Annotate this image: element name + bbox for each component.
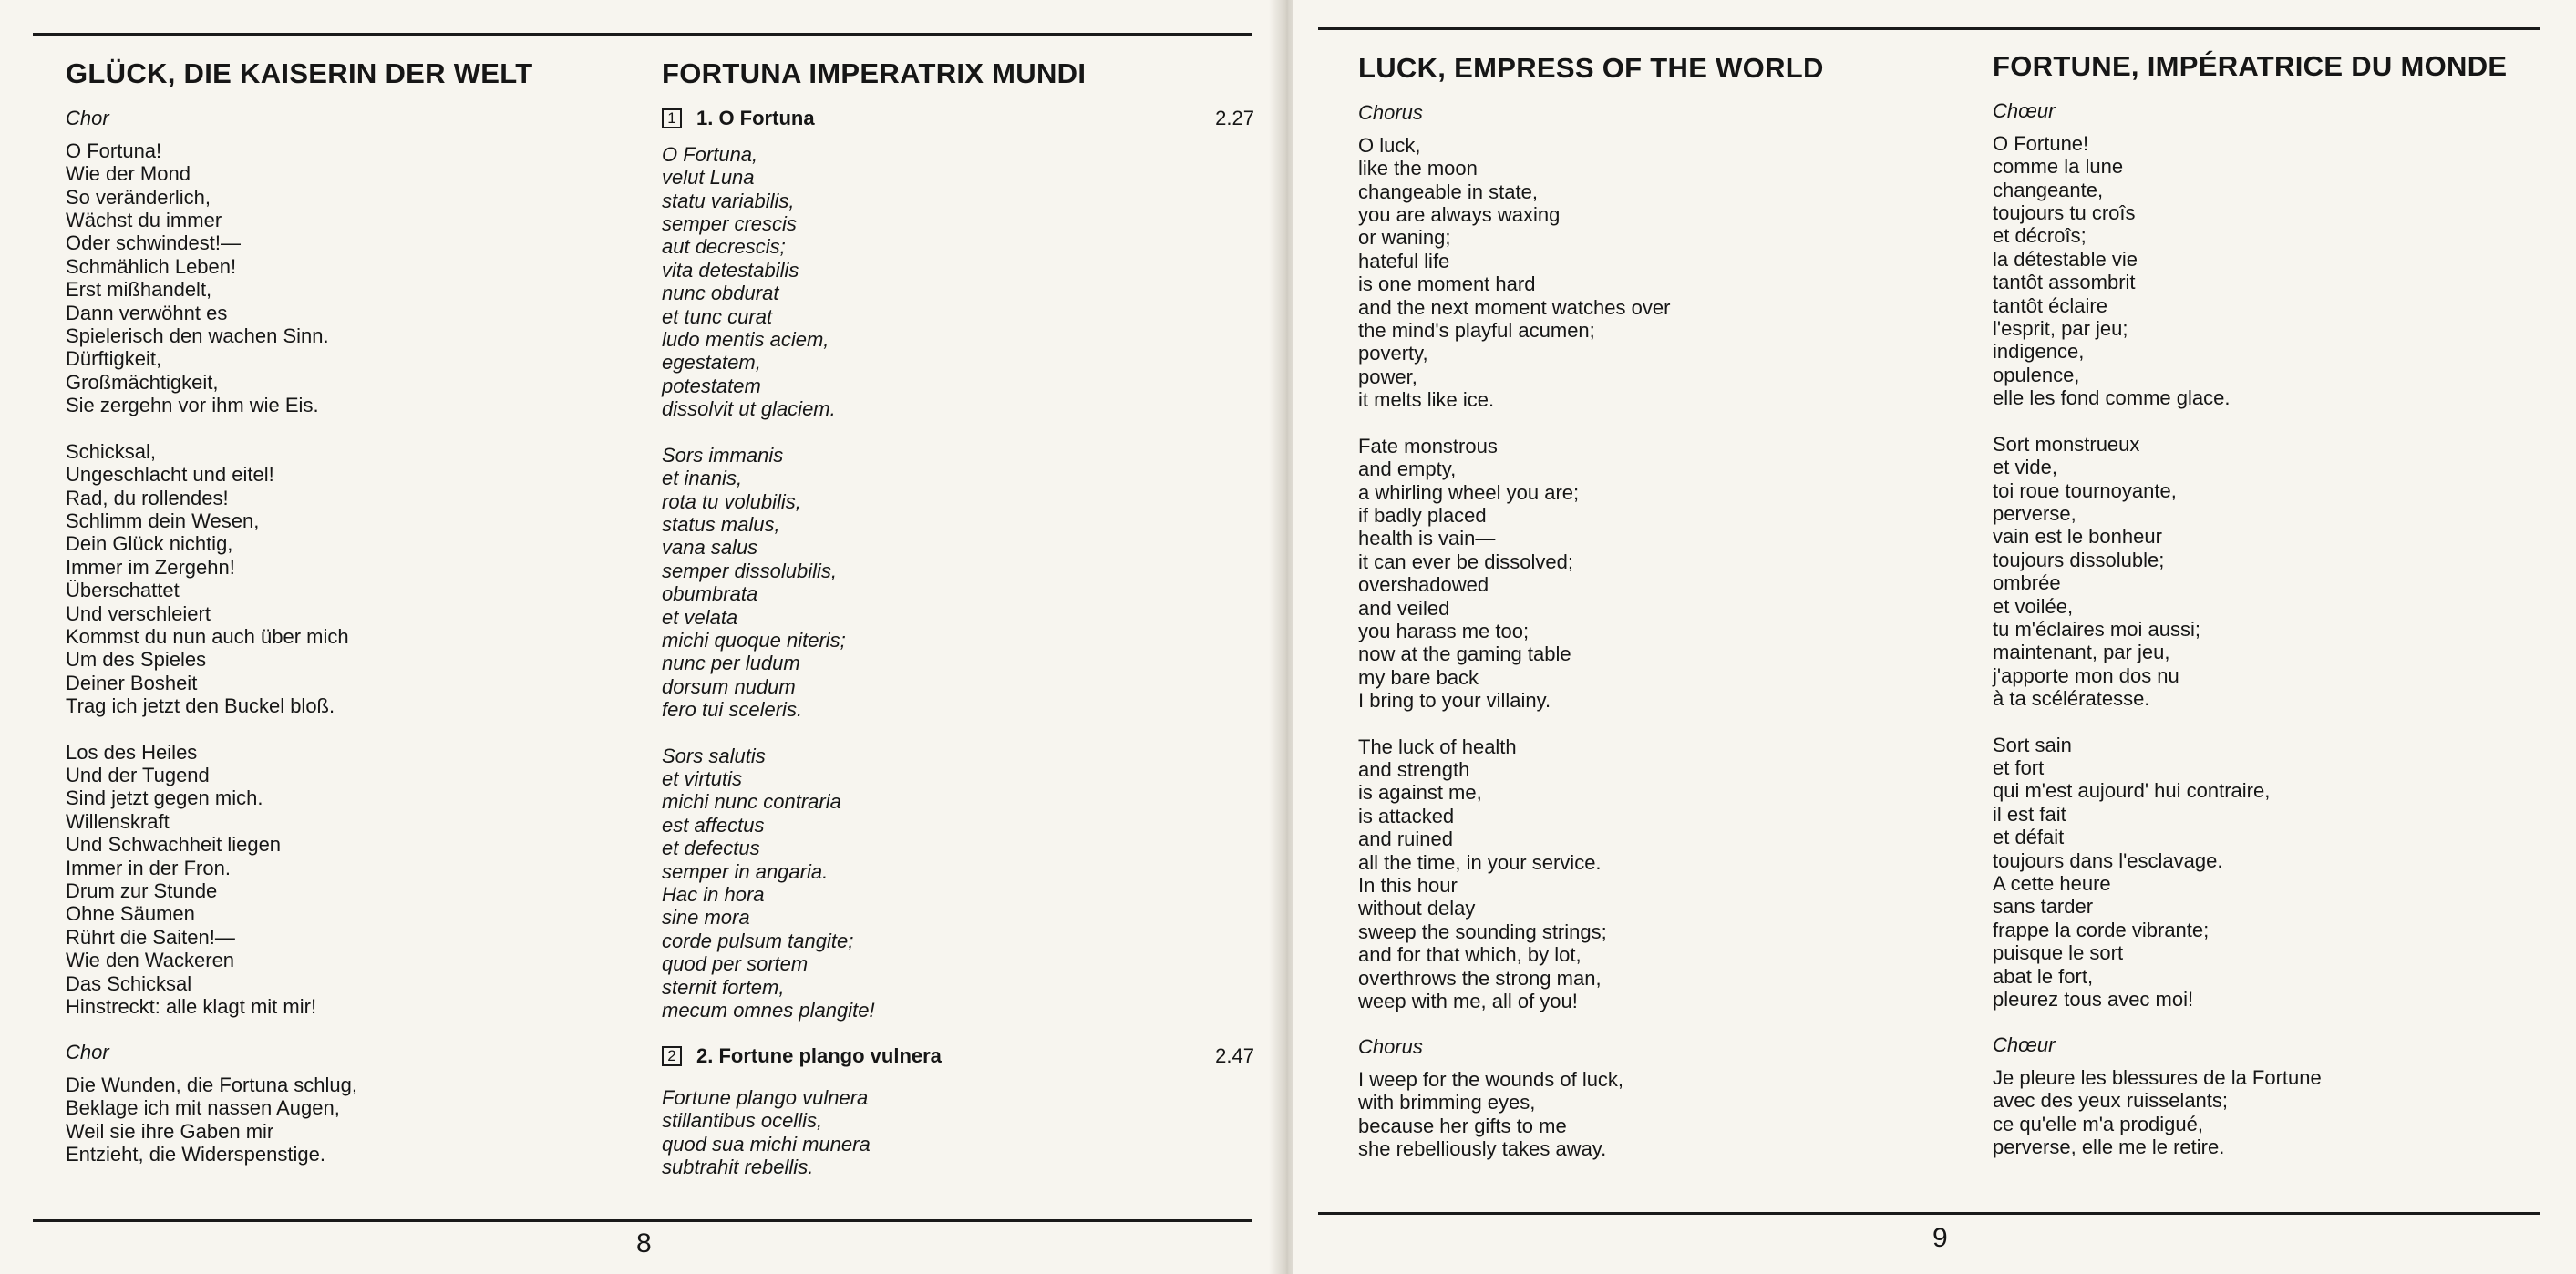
show-through-text [583,69,656,1199]
verse-line: Sind jetzt gegen mich. [66,786,263,810]
verse-line: est affectus [662,813,765,837]
verse-line: maintenant, par jeu, [1993,641,2170,664]
verse-line: Hinstreckt: alle klagt mit mir! [66,995,317,1019]
verse-line: Sie zergehn vor ihm wie Eis. [66,394,319,417]
verse-line: stillantibus ocellis, [662,1109,823,1133]
german-chorus-label-2: Chor [66,1041,109,1064]
track-2-heading [662,1044,1254,1067]
verse-line: overshadowed [1358,573,1489,597]
verse-line: with brimming eyes, [1358,1091,1536,1115]
stanza [1993,1066,2558,1159]
verse-line: opulence, [1993,363,2080,386]
verse-line: sine mora [662,906,750,930]
page-number-left: 8 [636,1228,652,1259]
stanza [66,139,576,417]
stanza [1993,734,2558,1012]
verse-line: O Fortune! [1993,131,2089,155]
verse-line: tantôt éclaire [1993,293,2107,317]
verse-line: ombrée [1993,571,2061,595]
verse-line: nunc obdurat [662,282,779,305]
track-number-box: 2 [662,1046,682,1066]
verse-line: obumbrata [662,582,758,606]
stanza [1993,433,2558,711]
verse-line: potestatem [662,374,761,397]
verse-line: Schlimm dein Wesen, [66,509,260,532]
verse-line: et velata [662,605,738,629]
verse-line: Je pleure les blessures de la Fortune [1993,1065,2322,1089]
verse-line: avec des yeux ruisselants; [1993,1089,2229,1113]
verse-line: subtrahit rebellis. [662,1156,814,1179]
verse-line: overthrows the strong man, [1358,966,1602,990]
verse-line: frappe la corde vibrante; [1993,918,2210,941]
verse-line: Ohne Säumen [66,902,195,926]
verse-line: Spielerisch den wachen Sinn. [66,324,329,348]
verse-line: semper crescis [662,212,797,236]
verse-line: Schmählich Leben! [66,254,237,278]
stanza [1358,435,1869,713]
verse-line: Deiner Bosheit [66,671,198,694]
latin-column [662,57,1254,1201]
verse-line: status malus, [662,512,780,536]
verse-line: it melts like ice. [1358,388,1495,412]
stanza [66,440,576,718]
verse-line: and veiled [1358,596,1450,620]
verse-line: all the time, in your service. [1358,850,1602,874]
verse-line: she rebelliously takes away. [1358,1137,1607,1161]
verse-line: poverty, [1358,342,1428,365]
verse-line: The luck of health [1358,735,1517,758]
verse-line: if badly placed [1358,503,1487,527]
verse-line: Immer in der Fron. [66,856,231,879]
verse-line: hateful life [1358,249,1450,272]
latin-title: FORTUNA IMPERATRIX MUNDI [662,57,1087,89]
verse-line: et voilée, [1993,594,2074,618]
verse-line: la détestable vie [1993,247,2138,271]
verse-line: et virtutis [662,766,743,790]
verse-line: dorsum nudum [662,674,796,698]
verse-line: Wächst du immer [66,209,222,232]
latin-stanzas [662,143,1254,1022]
verse-line: health is vain— [1358,527,1496,550]
verse-line: et fort [1993,755,2045,779]
stanza [66,1074,576,1166]
verse-line: vita detestabilis [662,258,799,282]
verse-line: Los des Heiles [66,740,198,764]
verse-line: Dein Glück nichtig, [66,532,233,556]
verse-line: In this hour [1358,874,1458,897]
verse-line: without delay [1358,897,1476,920]
verse-line: my bare back [1358,665,1479,689]
verse-line: Die Wunden, die Fortuna schlug, [66,1073,357,1096]
verse-line: and empty, [1358,457,1457,481]
english-column [1358,52,1869,1183]
verse-line: Und der Tugend [66,763,210,786]
verse-line: Trag ich jetzt den Buckel bloß. [66,694,335,718]
verse-line: Beklage ich mit nassen Augen, [66,1096,340,1120]
english-chorus-label-2: Chorus [1358,1035,1423,1059]
english-stanzas [1358,134,1869,1013]
left-page [0,0,1282,1274]
verse-line: fero tui sceleris. [662,698,803,722]
stanza [1993,132,2558,410]
bottom-rule-left [33,1219,1252,1222]
verse-line: and ruined [1358,827,1453,851]
verse-line: it can ever be dissolved; [1358,550,1574,573]
verse-line: you are always waxing [1358,203,1561,227]
german-stanzas [66,139,576,1019]
verse-line: nunc per ludum [662,652,800,675]
stanza [662,143,1254,421]
verse-line: pleurez tous avec moi! [1993,988,2194,1012]
verse-line: michi quoque niteris; [662,628,846,652]
verse-line: Kommst du nun auch über mich [66,624,349,648]
stanza [662,444,1254,722]
verse-line: Fate monstrous [1358,434,1498,457]
german-chorus-label: Chor [66,107,109,130]
verse-line: Ungeschlacht und eitel! [66,463,274,487]
verse-line: Entzieht, die Widerspenstige. [66,1143,325,1166]
verse-line: Willenskraft [66,809,170,833]
verse-line: So veränderlich, [66,185,211,209]
french-column [1993,50,2558,1181]
verse-line: because her gifts to me [1358,1114,1567,1137]
verse-line: and the next moment watches over [1358,295,1671,319]
verse-line: semper in angaria. [662,859,829,883]
english-title: LUCK, EMPRESS OF THE WORLD [1358,52,1824,84]
verse-line: changeable in state, [1358,180,1538,203]
verse-line: Sors salutis [662,744,766,767]
verse-line: Drum zur Stunde [66,879,218,902]
verse-line: Schicksal, [66,439,157,463]
german-column [66,57,576,1188]
verse-line: a whirling wheel you are; [1358,480,1580,504]
verse-line: toujours tu croîs [1993,201,2136,225]
verse-line: Weil sie ihre Gaben mir [66,1119,274,1143]
stanza [1358,735,1869,1013]
verse-line: rota tu volubilis, [662,489,801,513]
verse-line: à ta scélératesse. [1993,687,2150,711]
verse-line: power, [1358,365,1417,388]
top-rule-right [1318,27,2540,30]
verse-line: Dürftigkeit, [66,347,162,371]
verse-line: or waning; [1358,226,1451,250]
verse-line: corde pulsum tangite; [662,929,854,952]
verse-line: et tunc curat [662,304,773,328]
stanza [662,745,1254,1022]
track-1-heading [662,107,1254,129]
verse-line: et defectus [662,837,760,860]
verse-line: toujours dissoluble; [1993,548,2165,571]
verse-line: is against me, [1358,781,1482,805]
page-number-right: 9 [1932,1223,1948,1253]
verse-line: statu variabilis, [662,189,795,212]
verse-line: toi roue tournoyante, [1993,478,2177,502]
verse-line: sans tarder [1993,895,2094,919]
verse-line: Und verschleiert [66,601,211,625]
verse-line: O Fortuna, [662,142,758,166]
verse-line: et inanis, [662,467,743,490]
bottom-rule-right [1318,1212,2540,1215]
verse-line: sternit fortem, [662,975,785,999]
french-chorus-label: Chœur [1993,99,2056,123]
track-number-box: 1 [662,108,682,128]
verse-line: you harass me too; [1358,619,1530,642]
track-duration: 2.47 [1215,1044,1254,1068]
verse-line: tantôt assombrit [1993,271,2136,294]
verse-line: Sors immanis [662,443,784,467]
verse-line: qui m'est aujourd' hui contraire, [1993,779,2271,803]
verse-line: mecum omnes plangite! [662,999,875,1022]
verse-line: weep with me, all of you! [1358,990,1578,1013]
verse-line: tu m'éclaires moi aussi; [1993,617,2200,641]
verse-line: changeante, [1993,178,2104,201]
verse-line: Hac in hora [662,883,765,906]
stanza [662,1086,1254,1179]
verse-line: et défait [1993,826,2065,849]
german-title: GLÜCK, DIE KAISERIN DER WELT [66,57,533,89]
verse-line: O Fortuna! [66,139,162,162]
verse-line: Dann verwöhnt es [66,301,228,324]
verse-line: Wie der Mond [66,162,191,186]
verse-line: dissolvit ut glaciem. [662,397,836,421]
verse-line: comme la lune [1993,155,2124,179]
verse-line: and strength [1358,757,1470,781]
verse-line: vana salus [662,536,758,560]
verse-line: Wie den Wackeren [66,949,235,972]
french-chorus-label-2: Chœur [1993,1033,2056,1057]
stanza [1358,1068,1869,1161]
right-page [1293,0,2576,1274]
french-stanzas [1993,132,2558,1012]
verse-line: quod sua michi munera [662,1132,871,1156]
verse-line: Und Schwachheit liegen [66,833,282,857]
verse-line: perverse, [1993,501,2076,525]
verse-line: like the moon [1358,157,1478,180]
verse-line: Oder schwindest!— [66,231,241,255]
verse-line: Großmächtigkeit, [66,370,219,394]
verse-line: perverse, elle me le retire. [1993,1135,2225,1159]
verse-line: indigence, [1993,340,2085,364]
verse-line: is one moment hard [1358,272,1536,296]
verse-line: Überschattet [66,579,180,602]
verse-line: Immer im Zergehn! [66,555,235,579]
verse-line: toujours dans l'esclavage. [1993,848,2223,872]
stanza [66,741,576,1019]
verse-line: ludo mentis aciem, [662,328,829,352]
verse-line: elle les fond comme glace. [1993,386,2231,410]
verse-line: semper dissolubilis, [662,559,837,582]
verse-line: is attacked [1358,804,1455,827]
verse-line: Rad, du rollendes! [66,486,229,509]
verse-line: et vide, [1993,456,2057,479]
verse-line: et décroîs; [1993,224,2087,248]
verse-line: michi nunc contraria [662,790,841,814]
verse-line: the mind's playful acumen; [1358,319,1595,343]
verse-line: abat le fort, [1993,964,2094,988]
top-rule-left [33,33,1252,36]
english-chorus-label: Chorus [1358,101,1423,125]
track-title: 2. Fortune plango vulnera [696,1044,942,1068]
stanza [1358,134,1869,412]
verse-line: A cette heure [1993,872,2111,895]
verse-line: Fortune plango vulnera [662,1085,869,1109]
verse-line: l'esprit, par jeu; [1993,317,2128,341]
verse-line: now at the gaming table [1358,642,1571,666]
verse-line: velut Luna [662,166,755,190]
verse-line: and for that which, by lot, [1358,943,1582,967]
verse-line: aut decrescis; [662,235,786,259]
verse-line: I weep for the wounds of luck, [1358,1067,1624,1091]
verse-line: egestatem, [662,351,761,375]
verse-line: il est fait [1993,802,2066,826]
verse-line: I bring to your villainy. [1358,689,1551,713]
track-duration: 2.27 [1215,107,1254,130]
verse-line: Rührt die Saiten!— [66,925,235,949]
verse-line: vain est le bonheur [1993,525,2162,549]
verse-line: j'apporte mon dos nu [1993,663,2179,687]
verse-line: ce qu'elle m'a prodigué, [1993,1112,2203,1135]
verse-line: Sort monstrueux [1993,432,2140,456]
verse-line: puisque le sort [1993,941,2124,965]
verse-line: Das Schicksal [66,971,192,995]
verse-line: Um des Spieles [66,648,207,672]
verse-line: sweep the sounding strings; [1358,920,1607,943]
verse-line: Erst mißhandelt, [66,278,212,302]
french-title: FORTUNE, IMPÉRATRICE DU MONDE [1993,50,2508,82]
verse-line: O luck, [1358,133,1421,157]
verse-line: quod per sortem [662,952,809,976]
verse-line: Sort sain [1993,733,2072,756]
track-title: 1. O Fortuna [696,107,815,130]
